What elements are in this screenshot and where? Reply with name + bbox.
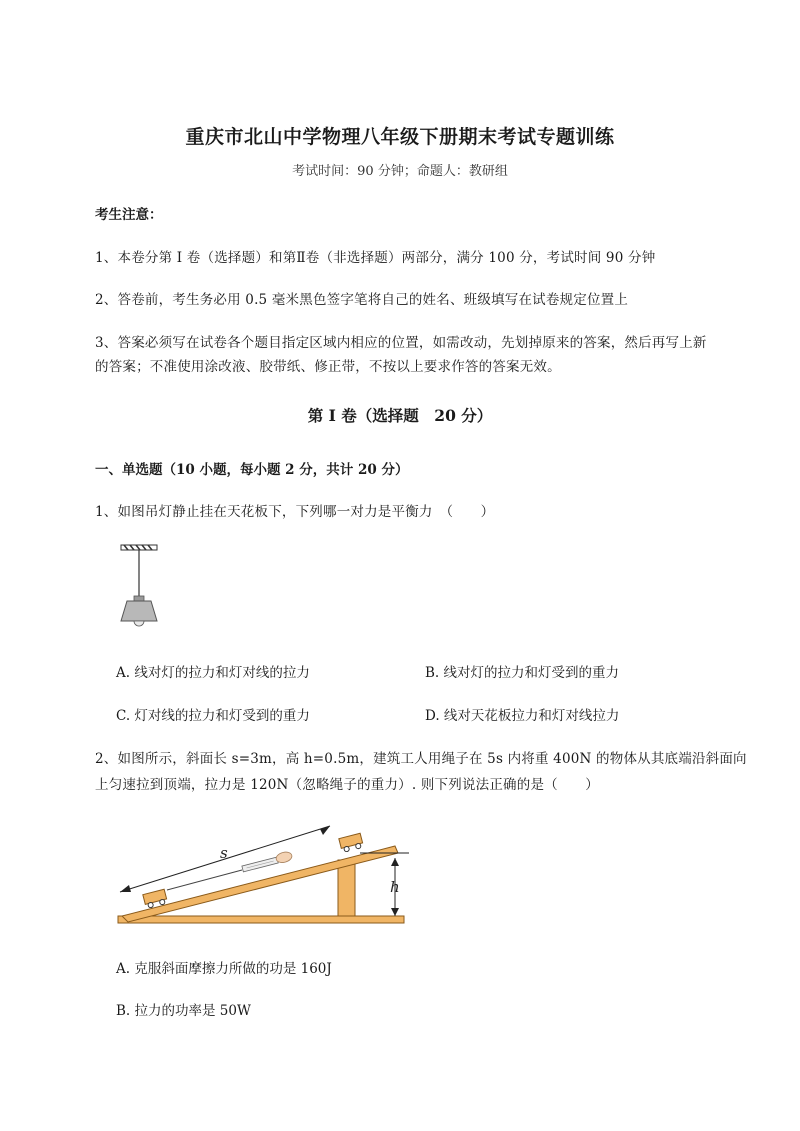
spring-scale xyxy=(241,850,293,872)
lamp-bulb xyxy=(134,621,144,626)
notice-heading: 考生注意： xyxy=(95,207,163,223)
ground-board xyxy=(118,916,404,923)
height-label: h xyxy=(390,878,400,896)
question-1-option-a[interactable]: A. 线对灯的拉力和灯对线的拉力 xyxy=(116,665,310,681)
question-1-option-d[interactable]: D. 线对天花板拉力和灯对线拉力 xyxy=(425,708,620,724)
incline-plank xyxy=(122,846,398,922)
lamp-shade xyxy=(121,601,157,621)
notice-item-3: 3、答案必须写在试卷各个题目指定区域内相应的位置，如需改动，先划掉原来的答案，然后再写上新 xyxy=(95,335,707,351)
incline-figure xyxy=(112,818,412,928)
question-1-option-c[interactable]: C. 灯对线的拉力和灯受到的重力 xyxy=(116,708,310,724)
question-1-stem: 1、如图吊灯静止挂在天花板下，下列哪一对力是平衡力 （ ） xyxy=(95,504,495,520)
rope xyxy=(167,870,242,890)
question-2-option-b[interactable]: B. 拉力的功率是 50W xyxy=(116,1003,251,1019)
hanging-lamp-figure xyxy=(110,544,170,634)
slope-length-label: s xyxy=(220,844,228,862)
cart-top xyxy=(339,833,364,853)
exam-title: 重庆市北山中学物理八年级下册期末考试专题训练 xyxy=(185,126,615,148)
notice-item-3-cont: 的答案；不准使用涂改液、胶带纸、修正带，不按以上要求作答的答案无效。 xyxy=(95,359,561,375)
question-type-heading: 一、单选题（10 小题，每小题 2 分，共计 20 分） xyxy=(95,462,409,478)
notice-item-2: 2、答卷前，考生务必用 0.5 毫米黑色签字笔将自己的姓名、班级填写在试卷规定位置上 xyxy=(95,292,629,308)
question-2-stem-line2: 上匀速拉到顶端，拉力是 120N（忽略绳子的重力）. 则下列说法正确的是（ ） xyxy=(95,777,599,793)
support-post xyxy=(338,860,355,916)
question-2-option-a[interactable]: A. 克服斜面摩擦力所做的功是 160J xyxy=(116,961,332,977)
notice-item-1: 1、本卷分第 I 卷（选择题）和第Ⅱ卷（非选择题）两部分，满分 100 分，考试时间 90 分钟 xyxy=(95,250,656,266)
section-title: 第 I 卷（选择题 20 分） xyxy=(307,406,493,425)
exam-subtitle: 考试时间：90 分钟；命题人：教研组 xyxy=(292,164,508,179)
question-2-stem-line1: 2、如图所示，斜面长 s=3m，高 h=0.5m，建筑工人用绳子在 5s 内将重 400N 的物体从其底端沿斜面向 xyxy=(95,751,747,767)
question-1-option-b[interactable]: B. 线对灯的拉力和灯受到的重力 xyxy=(425,665,620,681)
